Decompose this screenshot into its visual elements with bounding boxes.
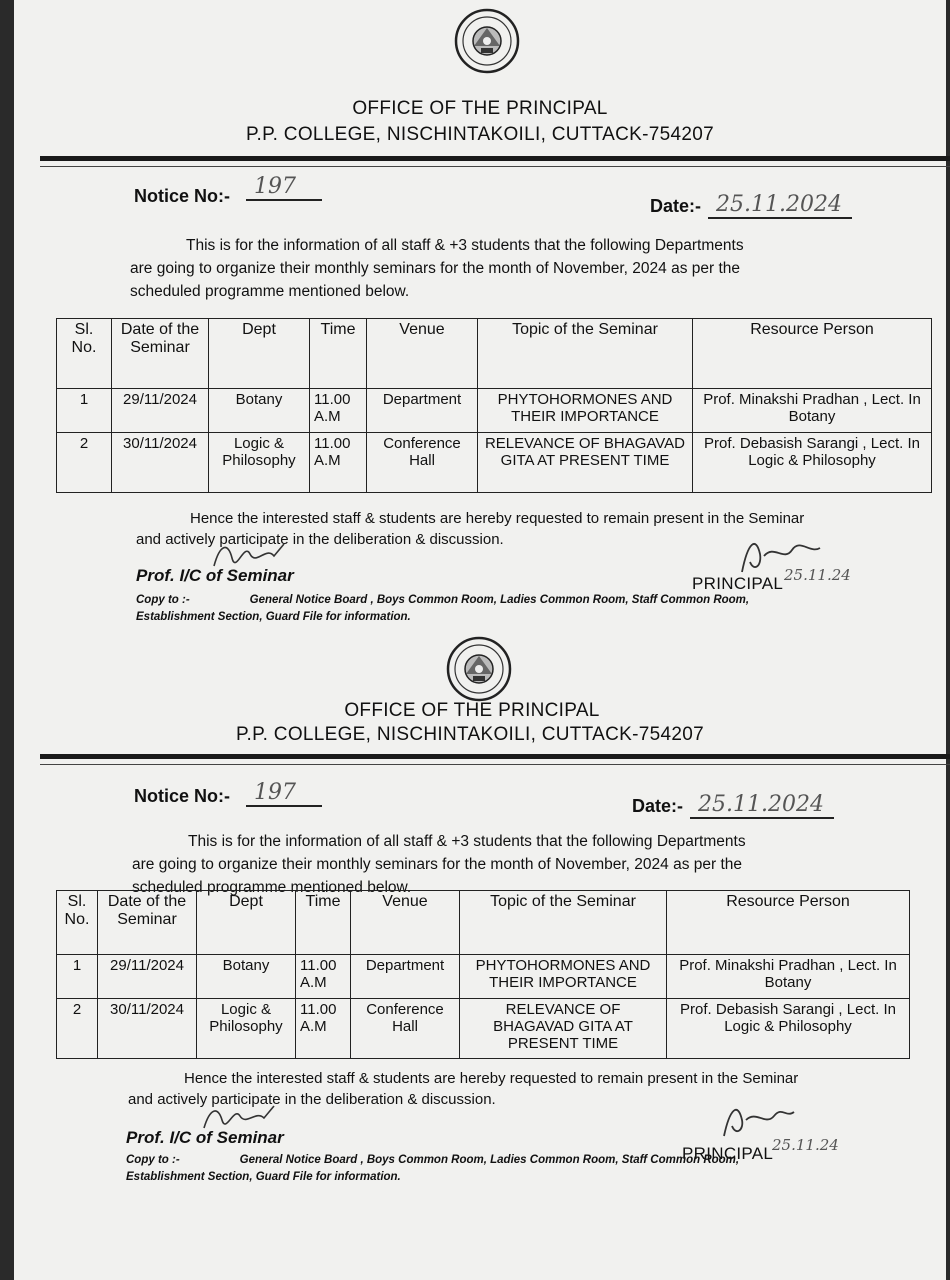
table-row: 1 29/11/2024 Botany 11.00 A.M Department PHYTOHORMONES AND THEIR IMPORTANCE Prof. Minakshi Pradhan , Lect. In Botany — [57, 389, 932, 433]
college-seal-icon — [454, 8, 520, 74]
notice-no-label: Notice No:- — [134, 786, 230, 806]
copy-to-label: Copy to :- — [136, 594, 190, 606]
table-header-row: Sl. No. Date of the Seminar Dept Time Venue Topic of the Seminar Resource Person — [57, 319, 932, 389]
office-heading: OFFICE OF THE PRINCIPAL — [344, 700, 600, 721]
date-value: 25.11.2024 — [708, 192, 852, 219]
notice-lower — [14, 636, 946, 1276]
header-rule-thin — [40, 764, 950, 765]
date-label: Date:- — [632, 796, 684, 816]
intro-paragraph: This is for the information of all staff & +3 students that the following Departments are going to organize their monthly seminars for the month of November, 2024 as per the scheduled programme mentioned below. — [132, 833, 746, 896]
principal-sign-date: 25.11.24 — [784, 566, 851, 584]
table-row: 1 29/11/2024 Botany 11.00 A.M Department PHYTOHORMONES AND THEIR IMPORTANCE Prof. Minakshi Pradhan , Lect. In Botany — [57, 955, 910, 999]
hence-paragraph: Hence the interested staff & students are hereby requested to remain present in the Seminar and actively participate in the deliberation & discussion. — [136, 510, 805, 548]
header-rule — [40, 156, 950, 161]
date-label: Date:- — [650, 196, 702, 216]
copy-to-block: Copy to :- General Notice Board , Boys Common Room, Ladies Common Room, Staff Common Room, Establishment Section, Guard File for information. — [126, 1154, 740, 1183]
paper-sheet — [14, 0, 946, 1280]
date-value: 25.11.2024 — [690, 792, 834, 819]
principal-label: PRINCIPAL — [692, 574, 784, 593]
table-header-row: Sl. No. Date of the Seminar Dept Time Venue Topic of the Seminar Resource Person — [57, 891, 910, 955]
prof-ic-label: Prof. I/C of Seminar — [136, 566, 294, 585]
hence-paragraph: Hence the interested staff & students are hereby requested to remain present in the Seminar and actively participate in the deliberation & discussion. — [128, 1070, 799, 1108]
notice-no-label: Notice No:- — [134, 186, 230, 206]
notice-no-value: 197 — [246, 780, 322, 807]
college-heading: P.P. COLLEGE, NISCHINTAKOILI, CUTTACK-754207 — [236, 724, 704, 745]
office-heading: OFFICE OF THE PRINCIPAL — [352, 98, 608, 119]
prof-ic-label: Prof. I/C of Seminar — [126, 1128, 284, 1147]
header-rule — [40, 754, 950, 759]
seminar-table — [56, 890, 910, 1059]
table-row: 2 30/11/2024 Logic & Philosophy 11.00 A.M Conference Hall RELEVANCE OF BHAGAVAD GITA AT PRESENT TIME Prof. Debasish Sarangi , Lect. In Logic & Philosophy — [57, 433, 932, 493]
notice-no-value: 197 — [246, 174, 322, 201]
table-row: 2 30/11/2024 Logic & Philosophy 11.00 A.M Conference Hall RELEVANCE OF BHAGAVAD GITA AT PRESENT TIME Prof. Debasish Sarangi , Lect. In Logic & Philosophy — [57, 999, 910, 1059]
college-seal-icon — [446, 636, 512, 702]
copy-to-label: Copy to :- — [126, 1154, 180, 1166]
notice-upper — [14, 0, 946, 640]
copy-to-block: Copy to :- General Notice Board , Boys Common Room, Ladies Common Room, Staff Common Room, Establishment Section, Guard File for information. — [136, 594, 750, 623]
principal-label: PRINCIPAL — [682, 1144, 774, 1163]
seminar-table — [56, 318, 932, 493]
principal-sign-date: 25.11.24 — [772, 1136, 839, 1154]
header-rule-thin — [40, 166, 950, 167]
intro-paragraph: This is for the information of all staff & +3 students that the following Departments are going to organize their monthly seminars for the month of November, 2024 as per the scheduled programme mentioned below. — [130, 237, 744, 300]
college-heading: P.P. COLLEGE, NISCHINTAKOILI, CUTTACK-754207 — [246, 124, 714, 145]
